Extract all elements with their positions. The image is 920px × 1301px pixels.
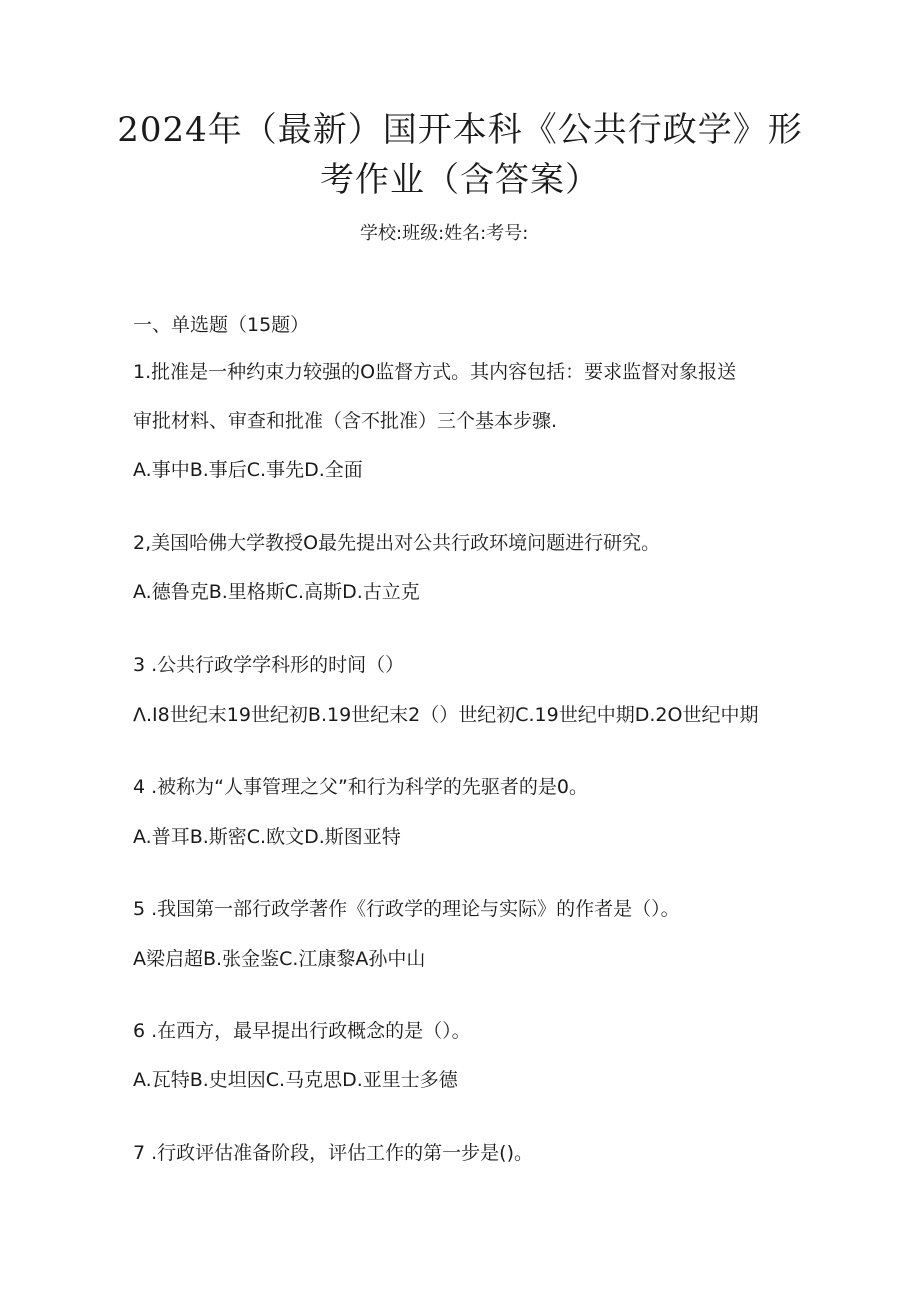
question-5-options: A梁启超B.张金鉴C.江康黎A孙中山 (133, 948, 426, 970)
question-2-options: A.德鲁克B.里格斯C.高斯D.古立克 (133, 581, 420, 603)
question-6-stem: 6 .在西方，最早提出行政概念的是（）。 (133, 1020, 471, 1042)
question-2-stem: 2,美国哈佛大学教授O最先提出对公共行政环境问题进行研究。 (133, 532, 661, 554)
question-1-stem-line2: 审批材料、审查和批准（含不批准）三个基本步骤. (133, 410, 558, 432)
question-1-options: A.事中B.事后C.事先D.全面 (133, 459, 363, 481)
question-5-stem: 5 .我国第一部行政学著作《行政学的理论与实际》的作者是（）。 (133, 898, 680, 920)
question-3-stem: 3 .公共行政学学科形的时间（） (133, 654, 405, 676)
question-1-stem-line1: 1.批准是一种约束力较强的O监督方式。其内容包括：要求监督对象报送 (133, 361, 737, 383)
question-3-options: Λ.I8世纪末19世纪初B.19世纪末2（）世纪初C.19世纪中期D.2O世纪中期 (133, 704, 759, 726)
question-6-options: A.瓦特B.史坦因C.马克思D.亚里士多德 (133, 1069, 458, 1091)
section-heading: 一、单选题（15题） (133, 314, 310, 336)
student-info-line: 学校:班级:姓名:考号: (360, 223, 529, 244)
question-7-stem: 7 .行政评估准备阶段，评估工作的第一步是()。 (133, 1142, 533, 1164)
document-title-line1: 2024年（最新）国开本科《公共行政学》形 (117, 110, 803, 150)
document-title-line2: 考作业（含答案） (320, 160, 600, 200)
question-4-stem: 4 .被称为“人事管理之父”和行为科学的先驱者的是0。 (133, 776, 588, 798)
question-4-options: A.普耳B.斯密C.欧文D.斯图亚特 (133, 826, 401, 848)
